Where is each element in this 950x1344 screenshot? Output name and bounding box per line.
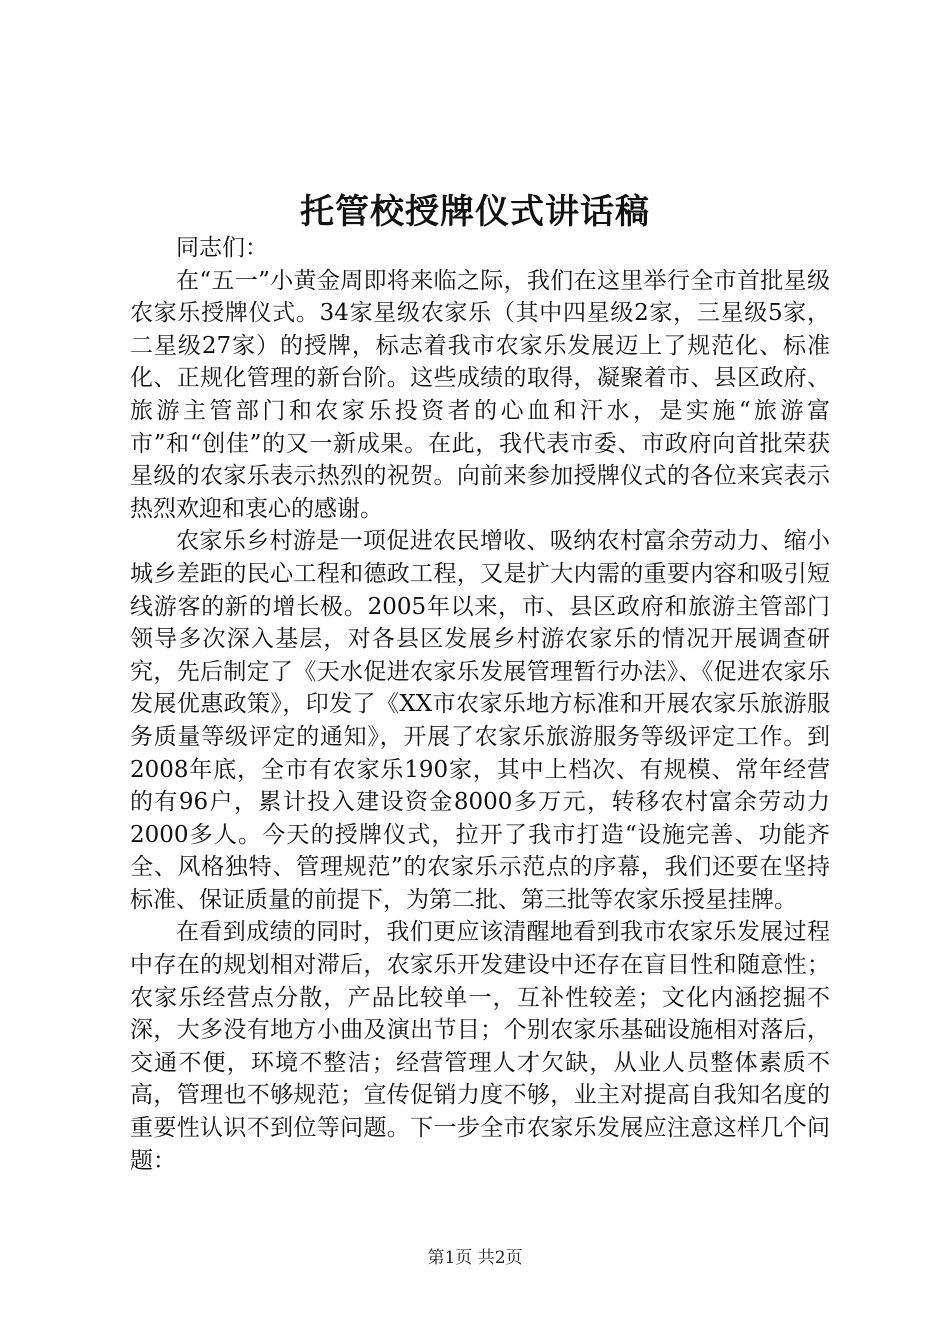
paragraph-2: 农家乐乡村游是一项促进农民增收、吸纳农村富余劳动力、缩小城乡差距的民心工程和德政工程，又是扩大内需的重要内容和吸引短线游客的新的增长极。2005年以来，市、县区政府和旅游主管部门领导多次深入基层，对各县区发展乡村游农家乐的情况开展调查研究，先后制定了《天水促进农家乐发展管理暂行办法》、《促进农家乐发展优惠政策》，印发了《XX市农家乐地方标准和开展农家乐旅游服务质量等级评定的通知》，开展了农家乐旅游服务等级评定工作。到2008年底，全市有农家乐190家，其中上档次、有规模、常年经营的有96户，累计投入建设资金8000多万元，转移农村富余劳动力2000多人。今天的授牌仪式，拉开了我市打造“设施完善、功能齐全、风格独特、管理规范”的农家乐示范点的序幕，我们还要在坚持标准、保证质量的前提下，为第二批、第三批等农家乐授星挂牌。 — [130, 528, 830, 913]
document-body — [130, 232, 830, 1177]
document-title: 托管校授牌仪式讲话稿 — [300, 192, 650, 232]
paragraph-1: 在“五一”小黄金周即将来临之际，我们在这里举行全市首批星级农家乐授牌仪式。34家星级农家乐（其中四星级2家，三星级5家，二星级27家）的授牌，标志着我市农家乐发展迈上了规范化、标准化、正规化管理的新台阶。这些成绩的取得，凝聚着市、县区政府、旅游主管部门和农家乐投资者的心血和汗水，是实施“旅游富市”和“创佳”的又一新成果。在此，我代表市委、市政府向首批荣获星级的农家乐表示热烈的祝贺。向前来参加授牌仪式的各位来宾表示热烈欢迎和衷心的感谢。 — [130, 267, 830, 522]
paragraph-3: 在看到成绩的同时，我们更应该清醒地看到我市农家乐发展过程中存在的规划相对滞后，农家乐开发建设中还存在盲目性和随意性；农家乐经营点分散，产品比较单一，互补性较差；文化内涵挖掘不深，大多没有地方小曲及演出节目；个别农家乐基础设施相对落后，交通不便，环境不整洁；经营管理人才欠缺，从业人员整体素质不高，管理也不够规范；宣传促销力度不够，业主对提高自我知名度的重要性认识不到位等问题。下一步全市农家乐发展应注意这样几个问题： — [130, 919, 830, 1174]
page-footer: 第1页 共2页 — [427, 1248, 523, 1268]
salutation: 同志们： — [176, 235, 268, 261]
